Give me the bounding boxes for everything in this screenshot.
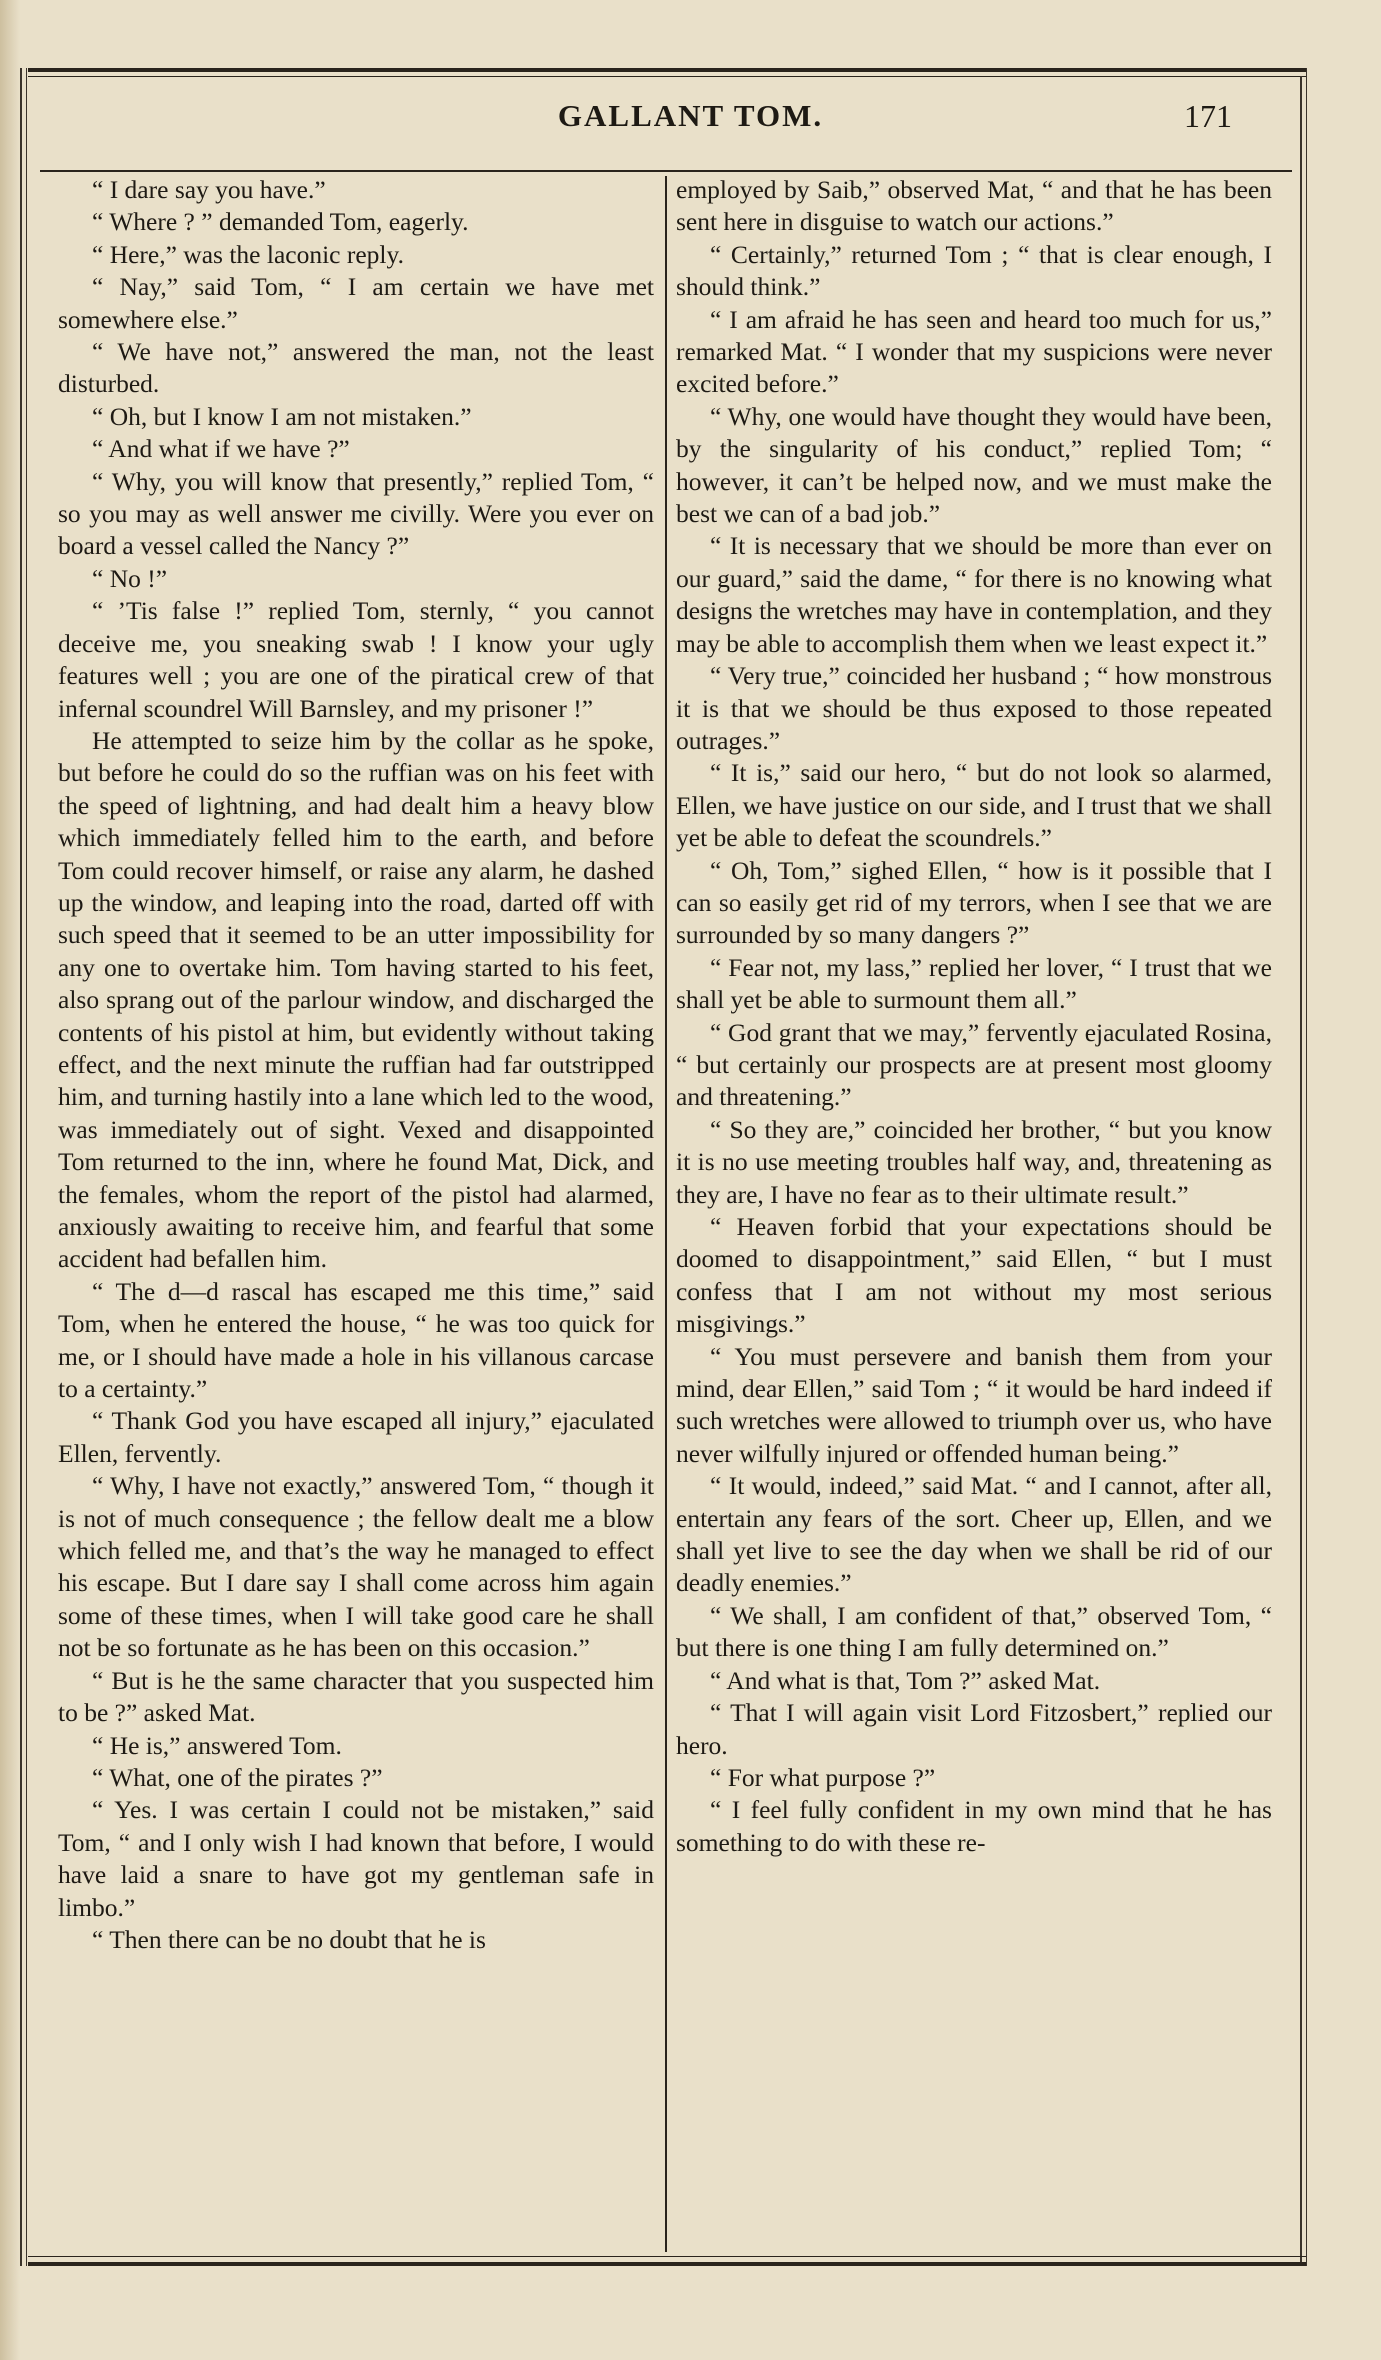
paragraph: “ So they are,” coincided her brother, “ but you know it is no use meeting troubles half way, and, threatening as they are, I have no fear as to their ultimate result.” [676, 1114, 1272, 1209]
paragraph: “ The d—d rascal has escaped me this time,” said Tom, when he entered the house, “ he was too quick for me, or I should have made a hole in his villanous carcase to a certainty.” [58, 1276, 654, 1404]
paragraph: “ It is necessary that we should be more than ever on our guard,” said the dame, “ for there is no knowing what designs the wretches may have in contemplation, and they may be able to accomplish them when we least expect it.” [676, 531, 1272, 658]
paragraph: “ We have not,” answered the man, not the least disturbed. [58, 337, 654, 399]
paragraph: “ God grant that we may,” fervently ejaculated Rosina, “ but certainly our prospects are at present most gloomy and threatening.” [676, 1017, 1272, 1112]
paragraph: employed by Saib,” observed Mat, “ and that he has been sent here in disguise to watch our actions.” [676, 175, 1272, 237]
paragraph: He attempted to seize him by the collar as he spoke, but before he could do so the ruffian was on his feet with the speed of lightning, and had dealt him a heavy blow which immediately felled him to the earth, and before Tom could recover himself, or raise any alarm, he dashed up the window, and leaping into the road, darted off with such speed that it seemed to be an utter impossibility for any one to overtake him. Tom having started to his feet, also sprang out of the parlour window, and discharged the contents of his pistol at him, but evidently without taking effect, and the next minute the ruffian had far outstripped him, and turning hastily into a lane which led to the wood, was immediately out of sight. Vexed and disappointed Tom returned to the inn, where he found Mat, Dick, and the females, whom the report of the pistol had alarmed, anxiously awaiting to receive him, and fearful that some accident had befallen him. [58, 725, 654, 1274]
paragraph: “ Thank God you have escaped all injury,” ejaculated Ellen, fervently. [58, 1406, 654, 1468]
paragraph: “ Yes. I was certain I could not be mistaken,” said Tom, “ and I only wish I had known that before, I would have laid a snare to have got my gentleman safe in limbo.” [58, 1795, 654, 1922]
top-border-inner-rule [28, 76, 1306, 77]
paragraph: “ That I will again visit Lord Fitzosbert,” replied our hero. [676, 1698, 1272, 1760]
paragraph: “ Very true,” coincided her husband ; “ how monstrous it is that we should be thus exposed to those repeated outrages.” [676, 661, 1272, 755]
left-text-column [58, 174, 654, 1956]
paragraph: “ Why, one would have thought they would have been, by the singularity of his conduct,” replied Tom; “ however, it can’t be helped now, and we must make the best we can of a bad job.” [676, 401, 1272, 529]
paragraph: “ We shall, I am confident of that,” observed Tom, “ but there is one thing I am fully determined on.” [676, 1600, 1272, 1663]
paragraph: “ No !” [92, 563, 168, 593]
running-title: GALLANT TOM. [557, 98, 824, 133]
right-border-rule [1306, 68, 1307, 2266]
paragraph: “ And what if we have ?” [92, 434, 350, 464]
paragraph: “ You must persevere and banish them from your mind, dear Ellen,” said Tom ; “ it would be hard indeed if such wretches were allowed to triumph over us, who have never wilfully injured or offended human being.” [676, 1341, 1272, 1468]
paragraph: “ Why, I have not exactly,” answered Tom, “ though it is not of much consequence ; the fellow dealt me a blow which felled me, and that’s the way he managed to effect his escape. But I dare say I shall come across him again some of these times, when I will take good care he shall not be so fortunate as he has been on this occasion.” [58, 1471, 654, 1663]
paragraph: “ Nay,” said Tom, “ I am certain we have met somewhere else.” [58, 272, 654, 334]
paragraph: “ ’Tis false !” replied Tom, sternly, “ you cannot deceive me, you sneaking swab ! I know your ugly features well ; you are one of the piratical crew of that infernal scoundrel Will Barnsley, and my prisoner !” [58, 596, 654, 723]
paragraph: “ For what purpose ?” [710, 1762, 936, 1792]
paragraph: “ Here,” was the laconic reply. [92, 239, 404, 269]
paragraph: “ Then there can be no doubt that he is [92, 1924, 486, 1954]
bottom-border-inner-rule [28, 2256, 1306, 2257]
paragraph: “ Certainly,” returned Tom ; “ that is clear enough, I should think.” [676, 239, 1272, 302]
paragraph: “ What, one of the pirates ?” [92, 1762, 383, 1792]
column-divider [665, 176, 667, 2252]
paragraph: “ I feel fully confident in my own mind that he has something to do with these re- [676, 1795, 1272, 1857]
top-border-rule [28, 68, 1306, 72]
page-edge [0, 0, 20, 2360]
paragraph: “ But is he the same character that you suspected him to be ?” asked Mat. [58, 1665, 654, 1728]
paragraph: “ It is,” said our hero, “ but do not look so alarmed, Ellen, we have justice on our side, and I trust that we shall yet be able to defeat the scoundrels.” [676, 758, 1272, 853]
paragraph: “ It would, indeed,” said Mat. “ and I cannot, after all, entertain any fears of the sort. Cheer up, Ellen, and we shall yet live to see the day when we shall be rid of our deadly enemies.” [676, 1471, 1272, 1598]
paragraph: “ I dare say you have.” [92, 175, 326, 204]
bottom-border-rule [28, 2262, 1306, 2266]
paragraph: “ I am afraid he has seen and heard too much for us,” remarked Mat. “ I wonder that my suspicions were never excited before.” [676, 304, 1272, 399]
paragraph: “ Fear not, my lass,” replied her lover, “ I trust that we shall yet be able to surmount them all.” [676, 952, 1272, 1015]
header-rule [40, 170, 1292, 172]
paragraph: “ Oh, but I know I am not mistaken.” [92, 401, 472, 431]
paragraph: “ Why, you will know that presently,” replied Tom, “ so you may as well answer me civilly. Were you ever on board a vessel called the Nancy ?” [58, 466, 654, 561]
left-border-rule [20, 68, 22, 2266]
left-border-inner-rule [26, 68, 27, 2266]
right-text-column [676, 174, 1272, 1859]
paragraph: “ And what is that, Tom ?” asked Mat. [710, 1665, 1101, 1695]
paragraph: “ Heaven forbid that your expectations should be doomed to disappointment,” said Ellen, “ but I must confess that I am not without my most serious misgivings.” [676, 1212, 1272, 1339]
page-number: 171 [1184, 98, 1232, 134]
paragraph: “ He is,” answered Tom. [92, 1730, 342, 1760]
right-border-inner-rule [1300, 76, 1302, 2262]
paragraph: “ Oh, Tom,” sighed Ellen, “ how is it possible that I can so easily get rid of my terrors, when I see that we are surrounded by so many dangers ?” [676, 855, 1272, 950]
paragraph: “ Where ? ” demanded Tom, eagerly. [92, 207, 469, 237]
